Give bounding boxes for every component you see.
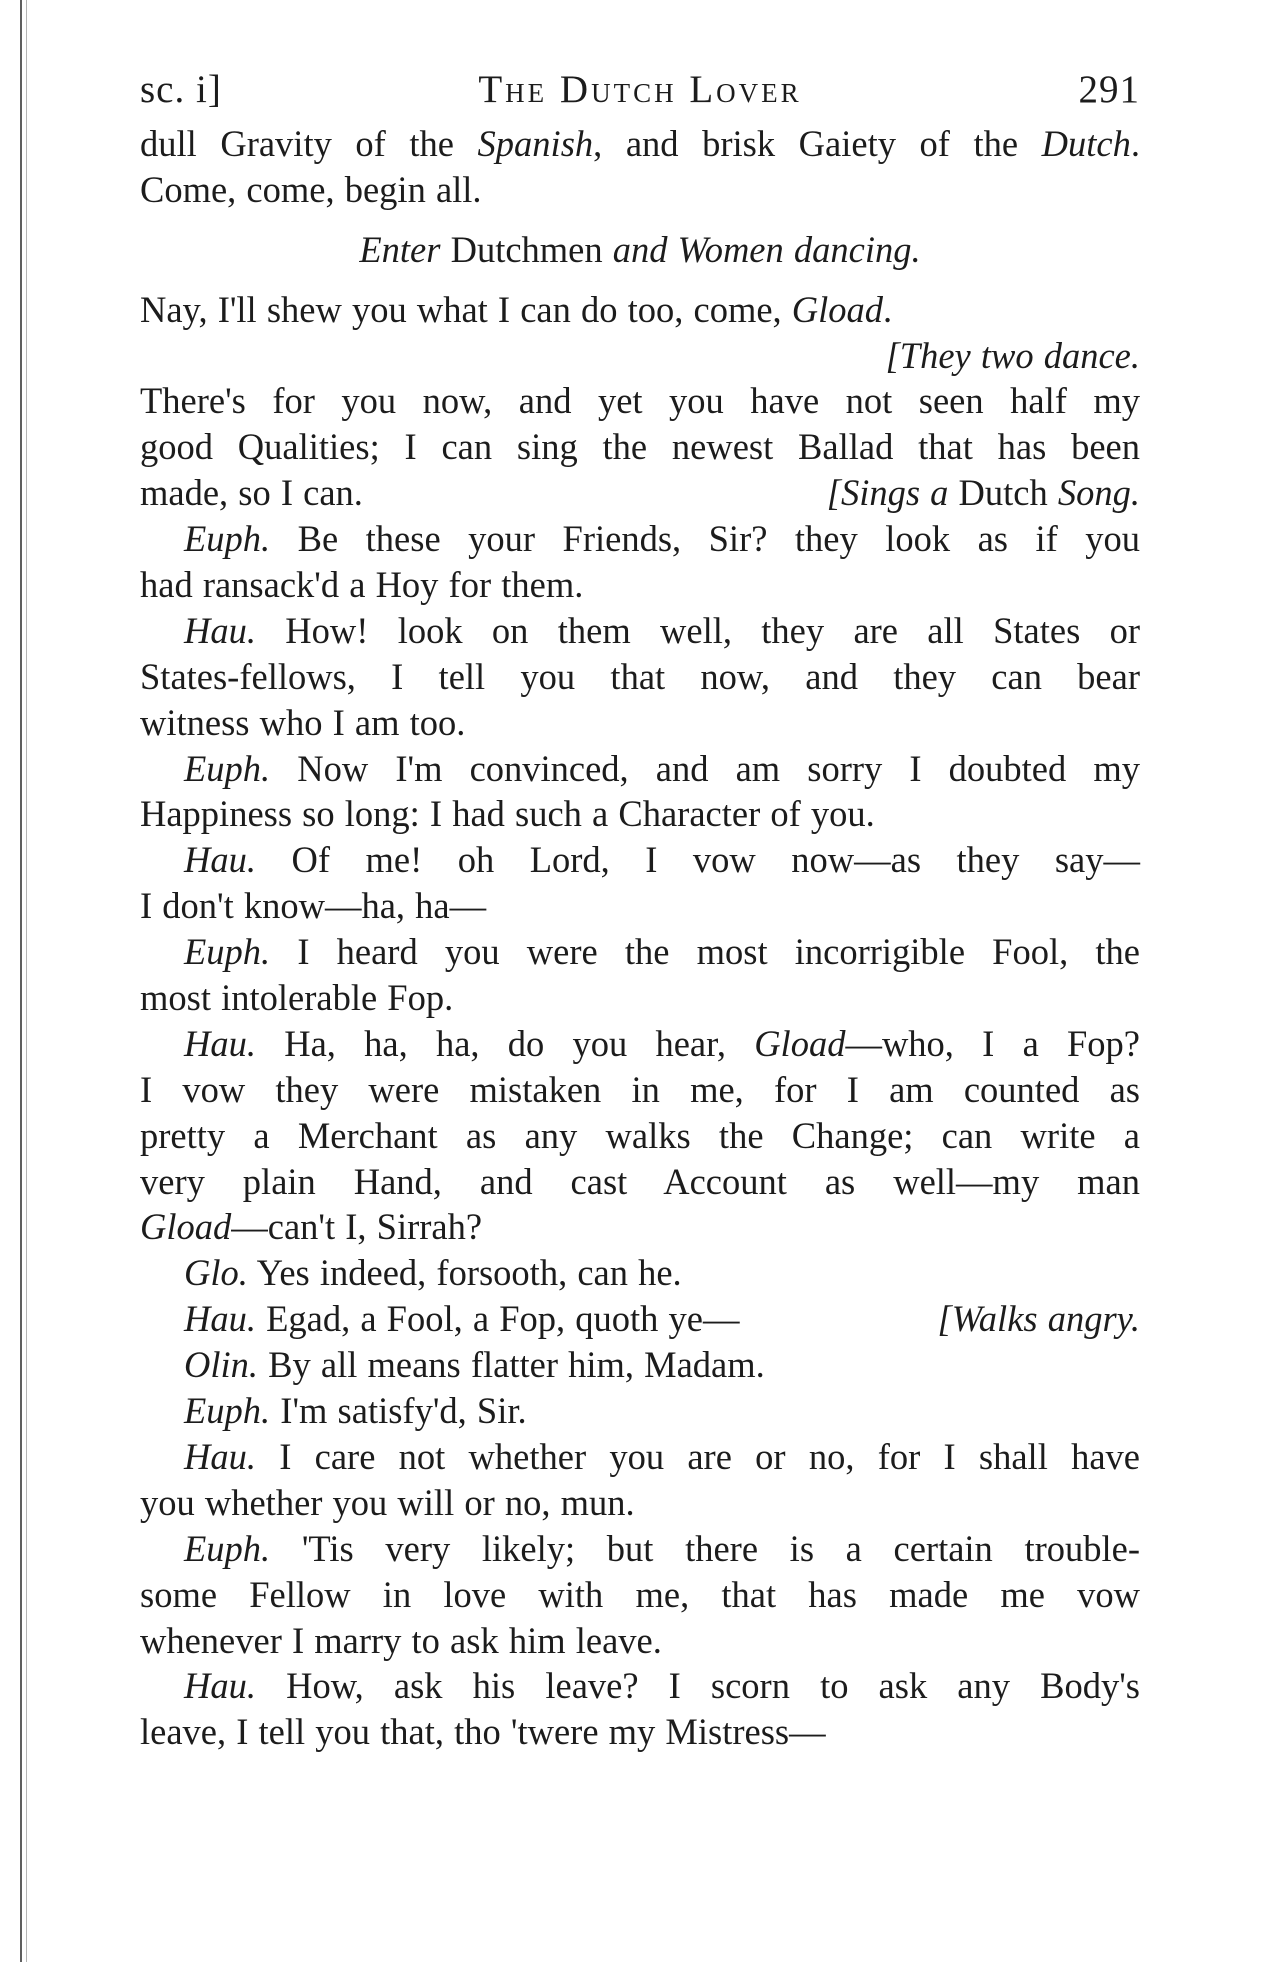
book-spine-line: [20, 0, 22, 1962]
speech-line: Hau. I care not whether you are or no, for I shall have: [184, 1435, 1140, 1477]
speaker: Hau.: [184, 1435, 256, 1477]
speech-line: Hau. How, ask his leave? I scorn to ask any Body's: [184, 1665, 1140, 1707]
text-line: I vow they were mistaken in me, for I am counted as: [140, 1068, 1140, 1110]
text-line: witness who I am too.: [140, 701, 466, 743]
speech-line: Euph. Be these your Friends, Sir? they look as if you: [184, 518, 1140, 560]
book-page: [140, 55, 1140, 1755]
speaker: Glo.: [184, 1252, 248, 1294]
speech-line: Hau. Of me! oh Lord, I vow now—as they say—: [184, 839, 1140, 881]
book-spine-shadow: [26, 0, 27, 1962]
text-line: you whether you will or no, mun.: [140, 1481, 635, 1523]
text-line: leave, I tell you that, tho 'twere my Mistress—: [140, 1711, 826, 1753]
speaker: Euph.: [184, 518, 271, 560]
text-line: made, so I can. [Sings a Dutch Song.: [140, 470, 1140, 516]
speech-line: Hau. How! look on them well, they are all States or: [184, 609, 1140, 651]
speech-line: Hau. Egad, a Fool, a Fop, quoth ye— [Walks angry.: [140, 1296, 1140, 1342]
speech-line: Euph. Now I'm convinced, and am sorry I doubted my: [184, 747, 1140, 789]
speech-line: Glo. Yes indeed, forsooth, can he.: [184, 1252, 682, 1294]
speaker: Hau.: [184, 1298, 256, 1340]
text-line: most intolerable Fop.: [140, 977, 454, 1019]
speaker: Euph.: [184, 931, 271, 973]
text-line: had ransack'd a Hoy for them.: [140, 564, 584, 606]
speech-line: Euph. I'm satisfy'd, Sir.: [184, 1390, 527, 1432]
speaker: Hau.: [184, 839, 256, 881]
text-line: some Fellow in love with me, that has made me vow: [140, 1573, 1140, 1615]
speech-line: Euph. 'Tis very likely; but there is a certain trouble-: [184, 1527, 1140, 1569]
speaker: Euph.: [184, 1390, 271, 1432]
speaker: Olin.: [184, 1344, 259, 1386]
text-line: There's for you now, and yet you have not seen half my: [140, 380, 1140, 422]
text-line: whenever I marry to ask him leave.: [140, 1619, 662, 1661]
stage-direction: [They two dance.: [885, 334, 1140, 376]
text-line: good Qualities; I can sing the newest Ballad that has been: [140, 426, 1140, 468]
text-line: pretty a Merchant as any walks the Change; can write a: [140, 1114, 1140, 1156]
stage-direction: [Walks angry.: [937, 1298, 1140, 1340]
page-number: 291: [1078, 68, 1140, 111]
play-text: [140, 121, 1140, 1755]
text-line: dull Gravity of the Spanish, and brisk Gaiety of the Dutch.: [140, 123, 1140, 164]
stage-direction: Enter Dutchmen and Women dancing.: [359, 228, 921, 270]
speaker: Hau.: [184, 609, 256, 651]
text-line: Happiness so long: I had such a Character of you.: [140, 793, 875, 835]
speaker: Hau.: [184, 1665, 256, 1707]
text-line: Gload—can't I, Sirrah?: [140, 1206, 483, 1248]
text-line: Nay, I'll shew you what I can do too, come, Gload.: [140, 288, 893, 330]
text-line: States-fellows, I tell you that now, and they can bear: [140, 655, 1140, 697]
stage-direction: [Sings a Dutch Song.: [826, 472, 1140, 514]
speaker: Hau.: [184, 1022, 256, 1064]
running-header: [140, 55, 1140, 121]
text-line: I don't know—ha, ha—: [140, 885, 487, 927]
running-title: The Dutch Lover: [478, 68, 802, 111]
speech-line: Hau. Ha, ha, ha, do you hear, Gload—who, I a Fop?: [184, 1022, 1141, 1064]
speaker: Euph.: [184, 747, 271, 789]
speaker: Euph.: [184, 1527, 271, 1569]
speech-line: Euph. I heard you were the most incorrigible Fool, the: [184, 931, 1140, 973]
section-marker: sc. i]: [140, 68, 222, 111]
text-line: very plain Hand, and cast Account as well—my man: [140, 1160, 1140, 1202]
text-line: Come, come, begin all.: [140, 168, 482, 210]
speech-line: Olin. By all means flatter him, Madam.: [184, 1344, 765, 1386]
